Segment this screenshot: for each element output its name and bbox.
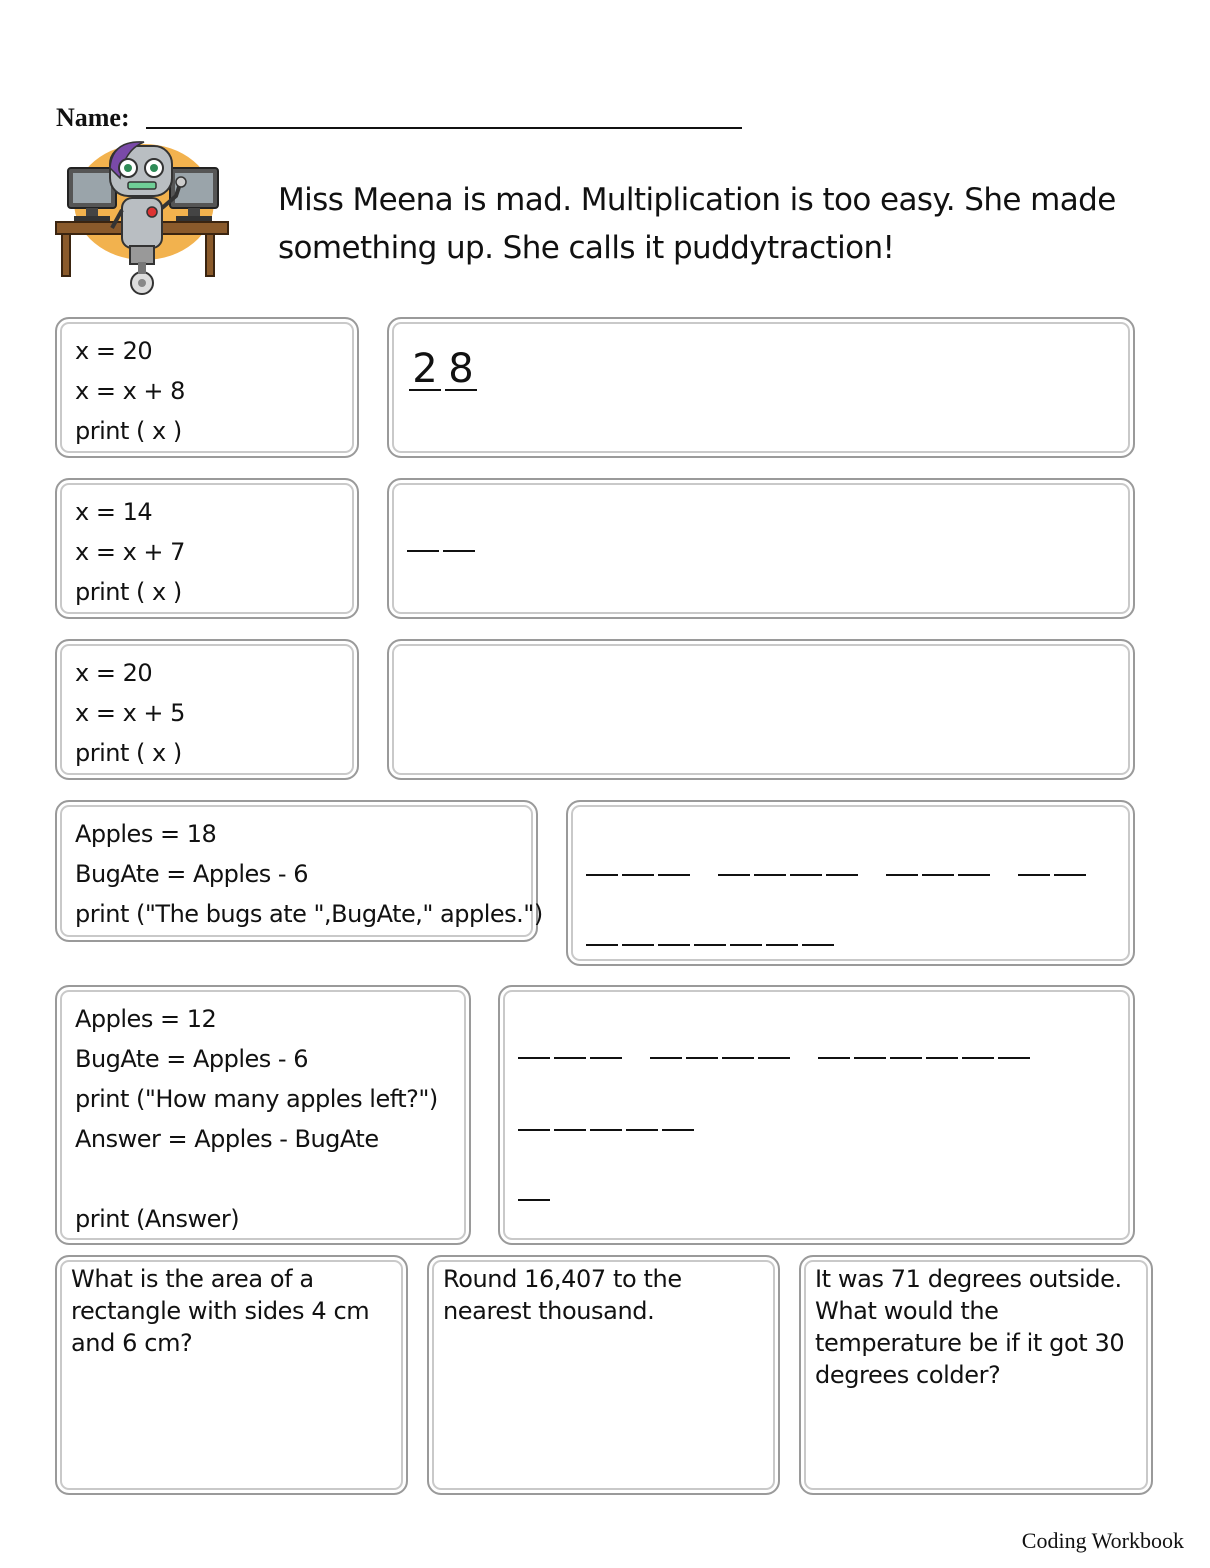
- code-line: x = x + 7: [75, 538, 185, 566]
- answer-blank: [790, 874, 822, 876]
- code-line: x = 14: [75, 498, 153, 526]
- answer-blank-word: [718, 874, 858, 876]
- answer-blank: [730, 944, 762, 946]
- answer-box-2[interactable]: [387, 478, 1135, 619]
- answer-blank-word: [886, 874, 990, 876]
- answer-blank: [1018, 874, 1050, 876]
- answer-blank: [826, 874, 858, 876]
- answer-blank: [1054, 874, 1086, 876]
- code-line: print (Answer): [75, 1205, 240, 1233]
- code-line: Answer = Apples - BugAte: [75, 1125, 379, 1153]
- blank-row: [518, 1199, 550, 1201]
- answer-blank: [754, 874, 786, 876]
- answer-blank: [962, 1057, 994, 1059]
- code-line: x = 20: [75, 659, 153, 687]
- answer-digit: 2: [409, 349, 441, 391]
- answer-blank-word: [1018, 874, 1086, 876]
- code-line: BugAte = Apples - 6: [75, 860, 308, 888]
- answer-box-1[interactable]: [387, 317, 1135, 458]
- question-box-area[interactable]: [55, 1255, 408, 1495]
- code-line: x = x + 8: [75, 377, 185, 405]
- answer-blank: [890, 1057, 922, 1059]
- name-line[interactable]: [146, 127, 742, 129]
- answer-blank: [622, 874, 654, 876]
- answer-blank: [443, 550, 475, 552]
- answer-blank-word: [586, 944, 834, 946]
- answer-blank-word: [650, 1057, 790, 1059]
- code-line: x = 20: [75, 337, 153, 365]
- question-box-temperature[interactable]: [799, 1255, 1153, 1495]
- answer-box-5[interactable]: [498, 985, 1135, 1245]
- code-line: x = x + 5: [75, 699, 185, 727]
- answer-blank: [518, 1199, 550, 1201]
- answer-blank: [662, 1129, 694, 1131]
- answer-blank: [554, 1129, 586, 1131]
- answer-blank: [686, 1057, 718, 1059]
- intro-text: [278, 176, 1158, 272]
- answer-blank: [998, 1057, 1030, 1059]
- answer-blank: [518, 1057, 550, 1059]
- blank-row: [407, 550, 475, 552]
- answer-blank: [722, 1057, 754, 1059]
- name-label: Name:: [56, 103, 130, 132]
- answer-blank: [518, 1129, 550, 1131]
- answer-blank: [622, 944, 654, 946]
- answer-blank-word: [518, 1129, 694, 1131]
- code-line: print ("The bugs ate ",BugAte," apples."): [75, 900, 543, 928]
- answer-blank: [802, 944, 834, 946]
- answer-blank: [590, 1057, 622, 1059]
- answer-blank: [658, 944, 690, 946]
- answer-blank: [926, 1057, 958, 1059]
- answer-blank: [407, 550, 439, 552]
- code-line: print ( x ): [75, 417, 182, 445]
- code-box-5: [55, 985, 471, 1245]
- code-line: BugAte = Apples - 6: [75, 1045, 308, 1073]
- answer-blank: [922, 874, 954, 876]
- answer-blank-word: [518, 1057, 622, 1059]
- code-line: [75, 1159, 469, 1199]
- answer-blank: [758, 1057, 790, 1059]
- blank-row: [586, 874, 1086, 876]
- code-box-2: [55, 478, 359, 619]
- answer-blank-word: [518, 1199, 550, 1201]
- answer-box-4[interactable]: [566, 800, 1135, 966]
- blank-row: [518, 1057, 1030, 1059]
- code-line: print ("How many apples left?"): [75, 1085, 438, 1113]
- answer-blank: [626, 1129, 658, 1131]
- answer-box-3[interactable]: [387, 639, 1135, 780]
- question-text: It was 71 degrees outside. What would the temperature be if it got 30 degrees colder?: [815, 1265, 1125, 1389]
- question-text: Round 16,407 to the nearest thousand.: [443, 1265, 682, 1325]
- blank-row: [518, 1129, 694, 1131]
- code-line: Apples = 18: [75, 820, 217, 848]
- answer-blank: [958, 874, 990, 876]
- question-box-round[interactable]: [427, 1255, 780, 1495]
- code-line: Apples = 12: [75, 1005, 217, 1033]
- answer-blank-word: [586, 874, 690, 876]
- answer-blank: [854, 1057, 886, 1059]
- code-line: print ( x ): [75, 578, 182, 606]
- intro-line-2: something up. She calls it puddytraction!: [278, 230, 895, 266]
- answer-blank: [590, 1129, 622, 1131]
- answer-blank: [554, 1057, 586, 1059]
- answer-blank: [694, 944, 726, 946]
- answer-blank: [586, 874, 618, 876]
- answer-blank-word: [407, 550, 475, 552]
- question-text: What is the area of a rectangle with sides 4 cm and 6 cm?: [71, 1265, 370, 1357]
- code-box-4: [55, 800, 543, 942]
- answer-blank: [766, 944, 798, 946]
- code-line: print ( x ): [75, 739, 182, 767]
- robot-at-computer-desk-icon: [54, 138, 232, 298]
- footer-label: Coding Workbook: [1021, 1528, 1184, 1553]
- code-box-1: [55, 317, 359, 458]
- answer-blank: [650, 1057, 682, 1059]
- blank-row: [586, 944, 834, 946]
- intro-line-1: Miss Meena is mad. Multiplication is too easy. She made: [278, 182, 1116, 218]
- answer-blank: [818, 1057, 850, 1059]
- answer-blank-word: [818, 1057, 1030, 1059]
- answer-digits: [409, 346, 477, 392]
- answer-digit: 8: [445, 349, 477, 391]
- answer-blank: [586, 944, 618, 946]
- code-box-3: [55, 639, 359, 780]
- answer-blank: [658, 874, 690, 876]
- answer-blank: [718, 874, 750, 876]
- answer-blank: [886, 874, 918, 876]
